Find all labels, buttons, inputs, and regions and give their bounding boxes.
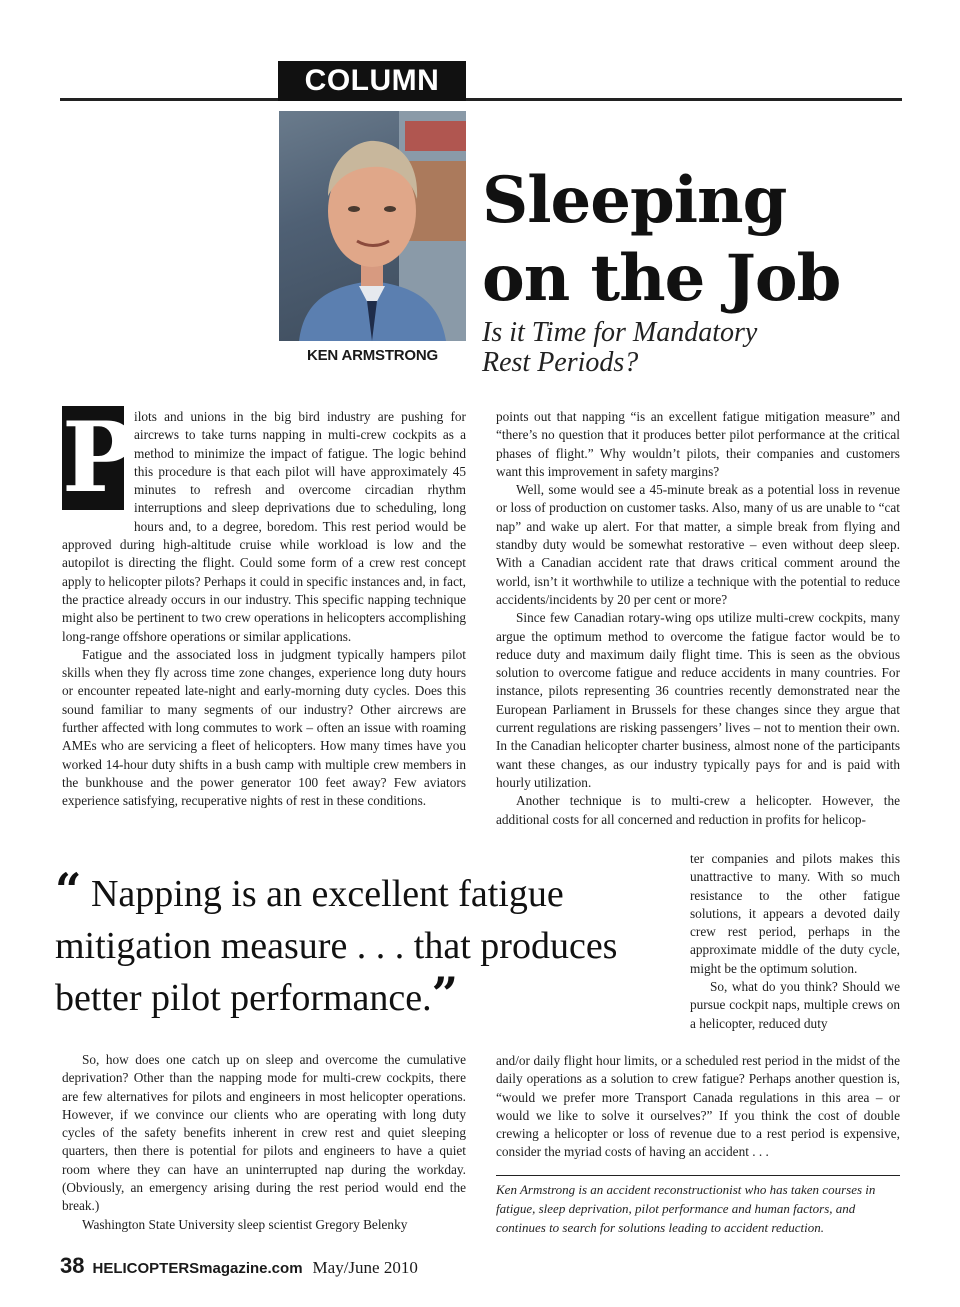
paragraph: ter companies and pilots makes this unattractive to many. With so much resistance to the other fatigue solutions, it appears a devoted daily crew rest period, perhaps in the approximate middle of the duty cycle, might be the optimum solution. [690, 851, 900, 976]
author-portrait-image [279, 111, 466, 341]
page-number: 38 [60, 1253, 85, 1278]
publication-name: HELICOPTERSmagazine.com [92, 1260, 303, 1277]
right-column-bottom [496, 1052, 900, 1162]
open-quote-mark: “ [55, 863, 82, 917]
subtitle-line-1: Is it Time for Mandatory [482, 317, 758, 348]
author-photo [279, 111, 466, 341]
header-rule [60, 98, 902, 101]
paragraph: and/or daily flight hour limits, or a scheduled rest period in the midst of the daily operations as a solution to crew fatigue? Perhaps another question is, “would we prefer more Transport Canada regulations in this area – or would we like to solve it ourselves?” If you think the cost of double crewing a helicopter or loss of revenue due to a rest period is expensive, consider the myriad costs of having an accident . . . [496, 1053, 900, 1160]
pull-quote-line-2: mitigation measure . . . that produces [55, 925, 618, 967]
paragraph: So, how does one catch up on sleep and overcome the cumulative deprivation? Other than the napping mode for multi-crew cockpits, there are few alternatives for pilots and engineers in most helicopter operations. However, if we convince our clients who are operating with long duty cycles of the safety benefits inherent in crew rest and quiet sleeping quarters, then there is potential for pilots and engineers to have a quiet room where they can have an uninterrupted nap during the workday. (Obviously, an emergency arising during the rest period would end the break.) [62, 1052, 466, 1214]
drop-cap: P [62, 401, 135, 514]
title-line-2: on the Job [482, 241, 841, 316]
page-footer [60, 1253, 560, 1279]
pull-quote-line-1: “ Napping is an excellent fatigue [55, 863, 564, 917]
section-label: COLUMN [278, 61, 466, 101]
pull-quote [55, 863, 675, 1024]
paragraph: Another technique is to multi-crew a helicopter. However, the additional costs for all concerned and reduction in profits for helicop- [496, 793, 900, 827]
paragraph: So, what do you think? Should we pursue cockpit naps, multiple crews on a helicopter, reduced duty [690, 979, 900, 1031]
bio-rule [496, 1175, 900, 1176]
article-subtitle [482, 318, 902, 378]
author-name: KEN ARMSTRONG [306, 347, 438, 364]
right-column-narrow [690, 850, 900, 1033]
left-column-top [62, 401, 466, 811]
article-title [482, 162, 922, 318]
paragraph: Washington State University sleep scientist Gregory Belenky [82, 1216, 408, 1232]
left-column-bottom [62, 1051, 466, 1234]
author-bio: Ken Armstrong is an accident reconstructionist who has taken courses in fatigue, sleep deprivation, pilot performance and human factors, and continues to search for solutions leading to accident reduction. [496, 1182, 876, 1235]
right-column-top [496, 408, 900, 829]
issue-date: May/June 2010 [312, 1258, 418, 1277]
close-quote-mark: ” [431, 967, 459, 1021]
paragraph: points out that napping “is an excellent fatigue mitigation measure” and “there’s no question that it produces better pilot performance at the critical phases of flight.” Why wouldn’t pilots, their companies and customers want this improvement in safety margins? [496, 409, 900, 479]
title-line-1: Sleeping [482, 163, 787, 238]
paragraph: Well, some would see a 45-minute break as a potential loss in revenue or loss of production on customer tasks. Also, many of us are unable to “cat nap” and wake up alert. For that matter, a simple break from flying and standby duty would be somewhat restorative – even without deep sleep. With a Canadian accident rate that draws critical comment around the world, isn’t it worthwhile to utilize a technique with the potential to reduce accidents/incidents by 20 per cent or more? [496, 482, 900, 607]
paragraph: ilots and unions in the big bird industry are pushing for aircrews to take turns napping in multi-crew cockpits as a method to minimize the impact of fatigue. The logic behind this procedure is that each pilot will have approximately 45 minutes to refresh and overcome circadian rhythm interruptions and sleep deprivations due to scheduling, long hours and, to a degree, boredom. This rest period would be approved during high-altitude cruise while workload is low and the autopilot is directing the flight. Could some form of a crew rest concept apply to helicopter pilots? Perhaps it could in specific instances and, in fact, the practice already occurs in our industry. This specific napping technique might also be pertinent to two crew operations in helicopters accomplishing long-range offshore operations or similar applications. [62, 409, 466, 644]
paragraph: Since few Canadian rotary-wing ops utilize multi-crew cockpits, many argue the optimum method to overcome the fatigue factor would be to reduce duty and maximum daily flight time. This is seen as the obvious solution to overcome fatigue and reduce accidents in many countries. For instance, pilots representing 36 countries recently demonstrated near the European Parliament in Brussels for these changes since they argue that current regulations are risking passengers’ lives – not to mention their own. In the Canadian helicopter charter business, almost none of the participants want these changes, as our industry typically pays for and is paid with hourly utilization. [496, 610, 900, 790]
paragraph: Fatigue and the associated loss in judgment typically hampers pilot skills when they fly across time zone changes, experience long duty hours or encounter repeated late-night and early-morning duty cycles. Does this sound familiar to many segments of our industry? Other aircrews are further affected with long commutes to work – often an issue with roaming AMEs who are servicing a fleet of helicopters. How many times have you worked 14-hour duty shifts in a bush camp with multiple crew members in the bunkhouse and the power generator 100 feet away? Few aviators experience satisfying, recuperative nights of rest in these conditions. [62, 646, 466, 809]
subtitle-line-2: Rest Periods? [482, 347, 639, 378]
pull-quote-line-3: better pilot performance.” [55, 967, 459, 1021]
